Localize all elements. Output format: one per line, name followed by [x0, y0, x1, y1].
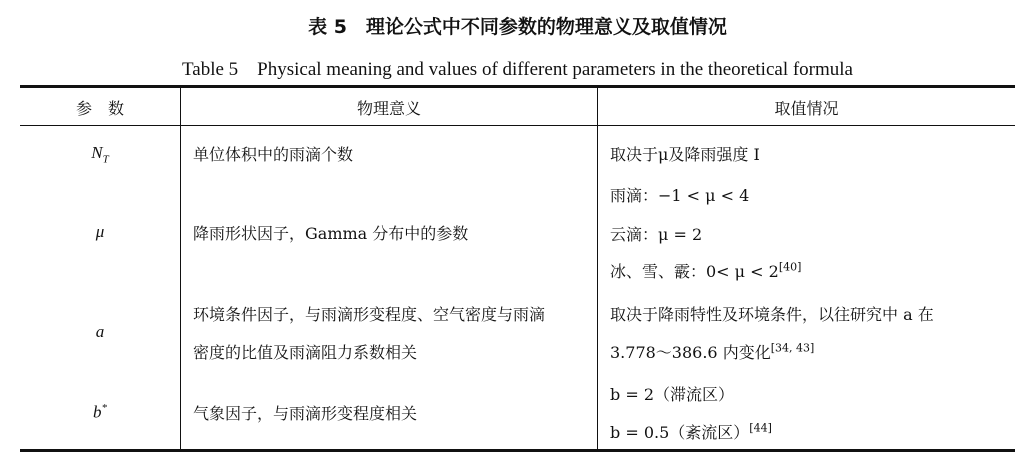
- column-divider-2: [597, 88, 598, 449]
- value-mu-ice-snow: 冰、雪、霰：0< μ < 2[40]: [610, 260, 802, 281]
- header-meaning: 物理意义: [356, 99, 421, 118]
- meaning-a-line1: 环境条件因子，与雨滴形变程度、空气密度与雨滴: [193, 305, 546, 324]
- value-mu-clouddrop: 云滴：μ = 2: [610, 225, 703, 244]
- meaning-b: 气象因子，与雨滴形变程度相关: [193, 404, 418, 423]
- param-b: b*: [93, 402, 107, 422]
- value-a-line1: 取决于降雨特性及环境条件，以往研究中 a 在: [610, 305, 934, 324]
- header-values: 取值情况: [774, 99, 839, 118]
- meaning-a-line2: 密度的比值及雨滴阻力系数相关: [193, 343, 418, 362]
- column-divider-1: [180, 88, 181, 449]
- bottom-rule: [20, 449, 1015, 452]
- header-rule: [20, 125, 1015, 126]
- param-nt: $N_T$: [91, 143, 109, 166]
- meaning-mu: 降雨形状因子，Gamma 分布中的参数: [193, 224, 469, 243]
- value-b-laminar: b = 2（滞流区）: [610, 385, 735, 404]
- param-mu: μ: [95, 222, 105, 241]
- value-a-line2: 3.778～386.6 内变化[34, 43]: [610, 341, 815, 362]
- value-mu-raindrop: 雨滴：−1 < μ < 4: [610, 186, 750, 205]
- value-b-turbulent: b = 0.5（紊流区）[44]: [610, 421, 772, 442]
- value-nt: 取决于μ及降雨强度 I: [610, 145, 760, 164]
- param-a: a: [95, 322, 105, 341]
- table-title-english: Table 5 Physical meaning and values of different parameters in the theoretical formula: [182, 59, 853, 80]
- meaning-nt: 单位体积中的雨滴个数: [193, 145, 354, 164]
- table-title-chinese: 表 5 理论公式中不同参数的物理意义及取值情况: [308, 16, 727, 38]
- header-param: 参 数: [75, 99, 124, 118]
- top-rule: [20, 85, 1015, 88]
